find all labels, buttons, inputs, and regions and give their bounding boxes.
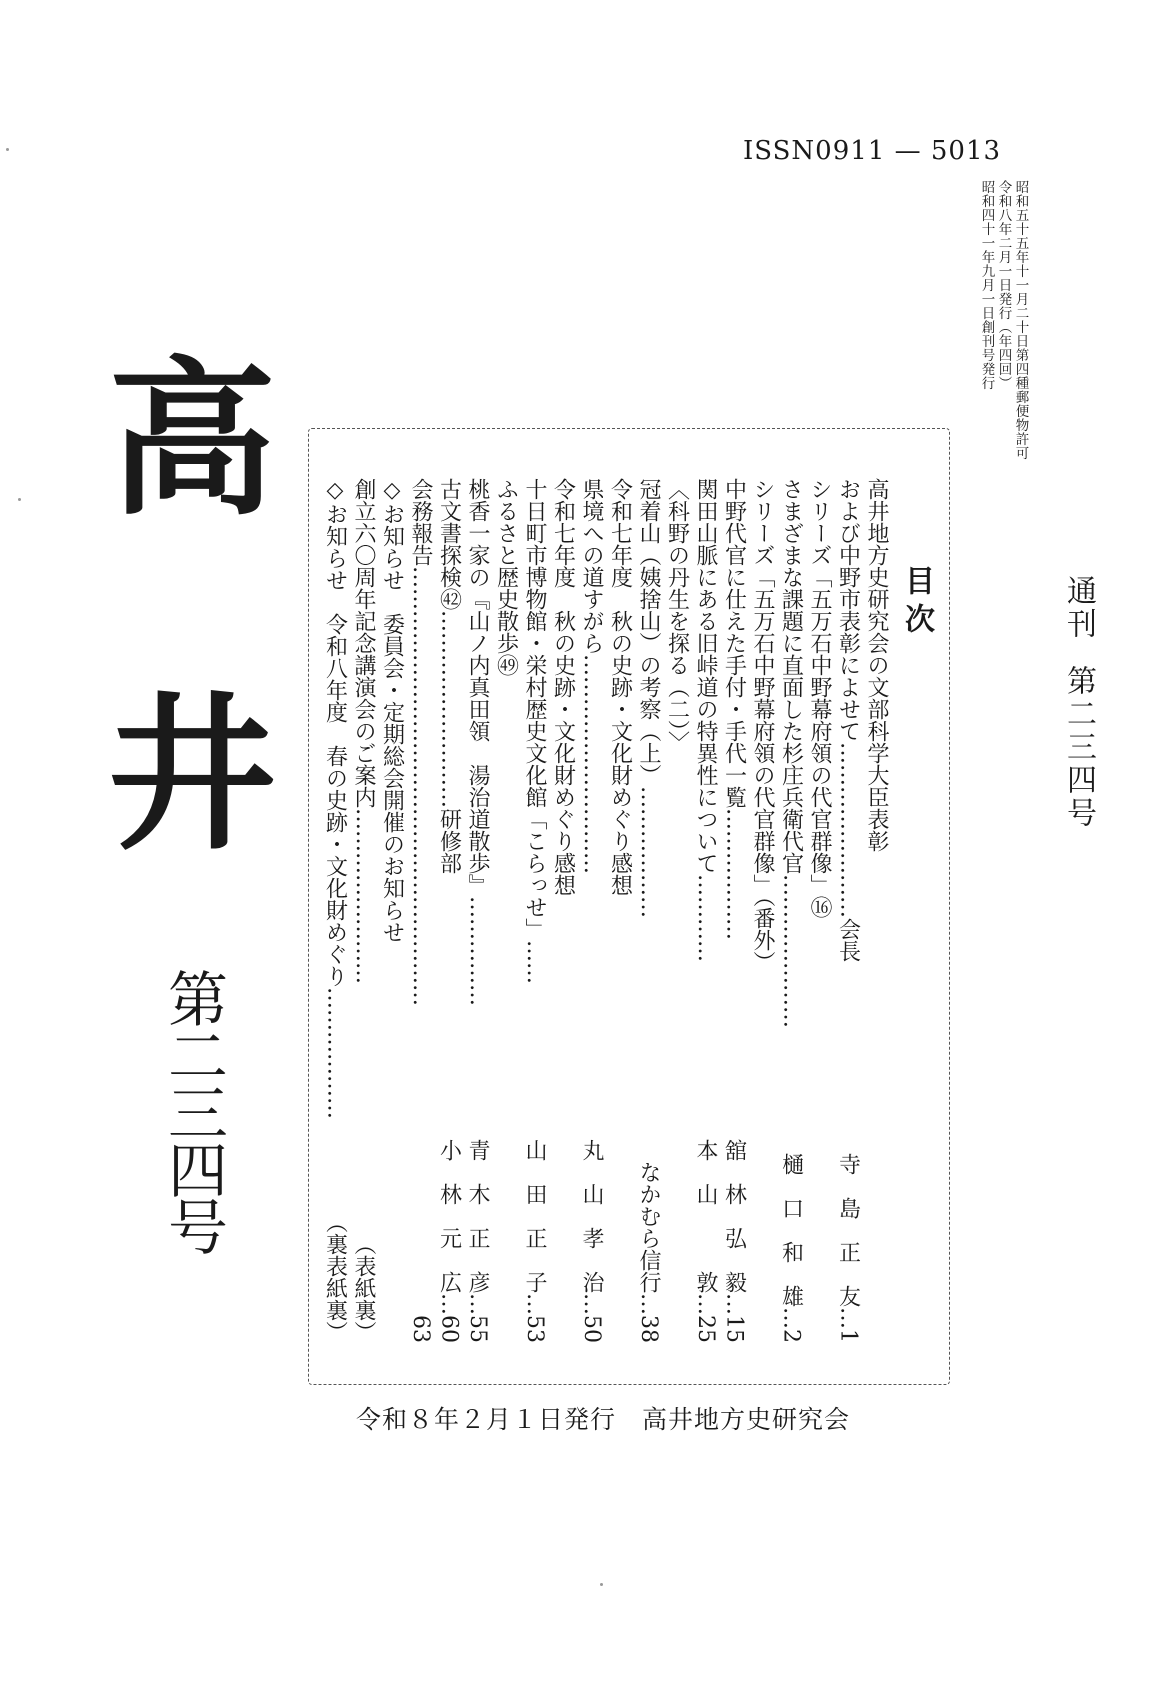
toc-entry xyxy=(434,478,463,1343)
toc-entry-title: 県境への道すがら………………………… xyxy=(579,478,604,874)
toc-entry-author: 丸 山 孝 治…50 xyxy=(579,1139,604,1343)
toc-entry-title: 古文書探検㊷………………………研修部 xyxy=(436,478,462,874)
toc-entry xyxy=(662,478,691,1343)
toc-entry-title: 十日町市博物館・栄村歴史文化館「こらっせ」…… xyxy=(522,478,547,984)
toc-entry-title: シリーズ「五万石中野幕府領の代官群像」（番外） xyxy=(750,478,775,973)
toc-entry-author: 小 林 元 広…60 xyxy=(436,1139,462,1343)
toc-entry xyxy=(349,478,378,1343)
postal-first-issue-line: 昭和四十一年九月一日創刊号発行 xyxy=(978,180,995,390)
toc-entry-title: ふるさと歴史散歩㊾ xyxy=(493,478,519,676)
toc-entry xyxy=(605,478,634,1343)
toc-entry xyxy=(776,478,805,1343)
toc-entry xyxy=(406,478,435,1343)
toc-heading: 目次 xyxy=(899,565,934,641)
toc-entry xyxy=(320,478,349,1343)
table-of-contents xyxy=(318,478,890,1343)
toc-entry-title: 令和七年度 秋の史跡・文化財めぐり感想 xyxy=(607,478,633,896)
toc-entry-author: 青 木 正 彦…55 xyxy=(465,1139,490,1343)
toc-entry xyxy=(463,478,492,1343)
toc-entry xyxy=(577,478,606,1343)
toc-entry xyxy=(805,478,834,1343)
toc-entry-author: 山 田 正 子…53 xyxy=(522,1139,547,1343)
publication-footer xyxy=(356,1400,850,1436)
toc-entry-title: シリーズ「五万石中野幕府領の代官群像」⑯ xyxy=(807,478,832,918)
toc-entry xyxy=(748,478,777,1343)
toc-entry-author: （裏表紙裏） xyxy=(322,1211,348,1343)
toc-entry-title: ◇お知らせ 委員会・定期総会開催のお知らせ xyxy=(379,478,405,943)
toc-entry xyxy=(520,478,549,1343)
toc-entry-title: 高井地方史研究会の文部科学大臣表彰 xyxy=(864,478,889,852)
toc-entry-title: 会務報告…………………………………………………… xyxy=(408,478,433,1006)
tsukan-word: 通刊 xyxy=(1061,575,1096,641)
toc-entry-title: および中野市表彰によせて……………………会長 xyxy=(835,478,861,962)
issn-number: ISSN0911 — 5013 xyxy=(743,136,1002,166)
toc-entry-title: 創立六〇周年記念講演会のご案内…………………… xyxy=(351,478,376,984)
toc-entry-author: 寺 島 正 友…1 xyxy=(835,1153,861,1343)
toc-entry xyxy=(691,478,720,1343)
toc-entry xyxy=(491,478,520,1343)
tsukan-label xyxy=(1056,575,1100,830)
toc-entry xyxy=(719,478,748,1343)
postal-permit-line-1: 昭和五十五年十一月二十日第四種郵便物許可 xyxy=(1012,180,1029,460)
scan-speck xyxy=(600,1583,603,1586)
scan-speck xyxy=(6,148,9,151)
toc-entry-author: （表紙裏） xyxy=(351,1233,376,1343)
journal-title-char-1: 高 xyxy=(108,340,276,538)
toc-entry-author: 樋 口 和 雄…2 xyxy=(778,1153,804,1343)
publication-date: 令和８年２月１日発行 xyxy=(356,1405,617,1434)
toc-entry-title: さまざまな課題に直面した杉庄兵衛代官………………… xyxy=(778,478,804,1028)
journal-title-char-2: 井 xyxy=(108,675,276,873)
tsukan-number: 第二三四号 xyxy=(1061,665,1096,830)
toc-entry-title: 令和七年度 秋の史跡・文化財めぐり感想 xyxy=(550,478,576,896)
toc-entry xyxy=(862,478,891,1343)
toc-entry xyxy=(833,478,862,1343)
toc-entry-title: 〈科野の丹生を探る（二）〉 xyxy=(664,478,690,753)
publisher-name: 高井地方史研究会 xyxy=(642,1405,851,1434)
toc-entry-author: なかむら信行…38 xyxy=(636,1161,661,1343)
toc-entry-title: 関田山脈にある旧峠道の特異性について………… xyxy=(693,478,718,962)
scan-speck xyxy=(18,498,21,501)
toc-entry xyxy=(548,478,577,1343)
toc-entry-title: 中野代官に仕えた手付・手代一覧……………… xyxy=(721,478,747,940)
toc-entry-author: 舘 林 弘 毅…15 xyxy=(721,1139,747,1343)
issue-number: 第二三四号 xyxy=(158,968,228,1253)
toc-entry-title: 冠着山（姨捨山）の考察（上）……………… xyxy=(636,478,661,918)
toc-entry-title: ◇お知らせ 令和八年度 春の史跡・文化財めぐり……………… xyxy=(322,478,348,1119)
toc-entry xyxy=(377,478,406,1343)
toc-entry-author: 本 山 敦…25 xyxy=(693,1139,718,1343)
postal-issue-line: 令和八年二月一日発行（年四回） xyxy=(995,180,1012,390)
toc-entry xyxy=(634,478,663,1343)
toc-entry-title: 桃香一家の『山ノ内真田領 湯治道散歩』…………… xyxy=(465,478,490,1006)
toc-entry-author: 63 xyxy=(408,1315,433,1343)
